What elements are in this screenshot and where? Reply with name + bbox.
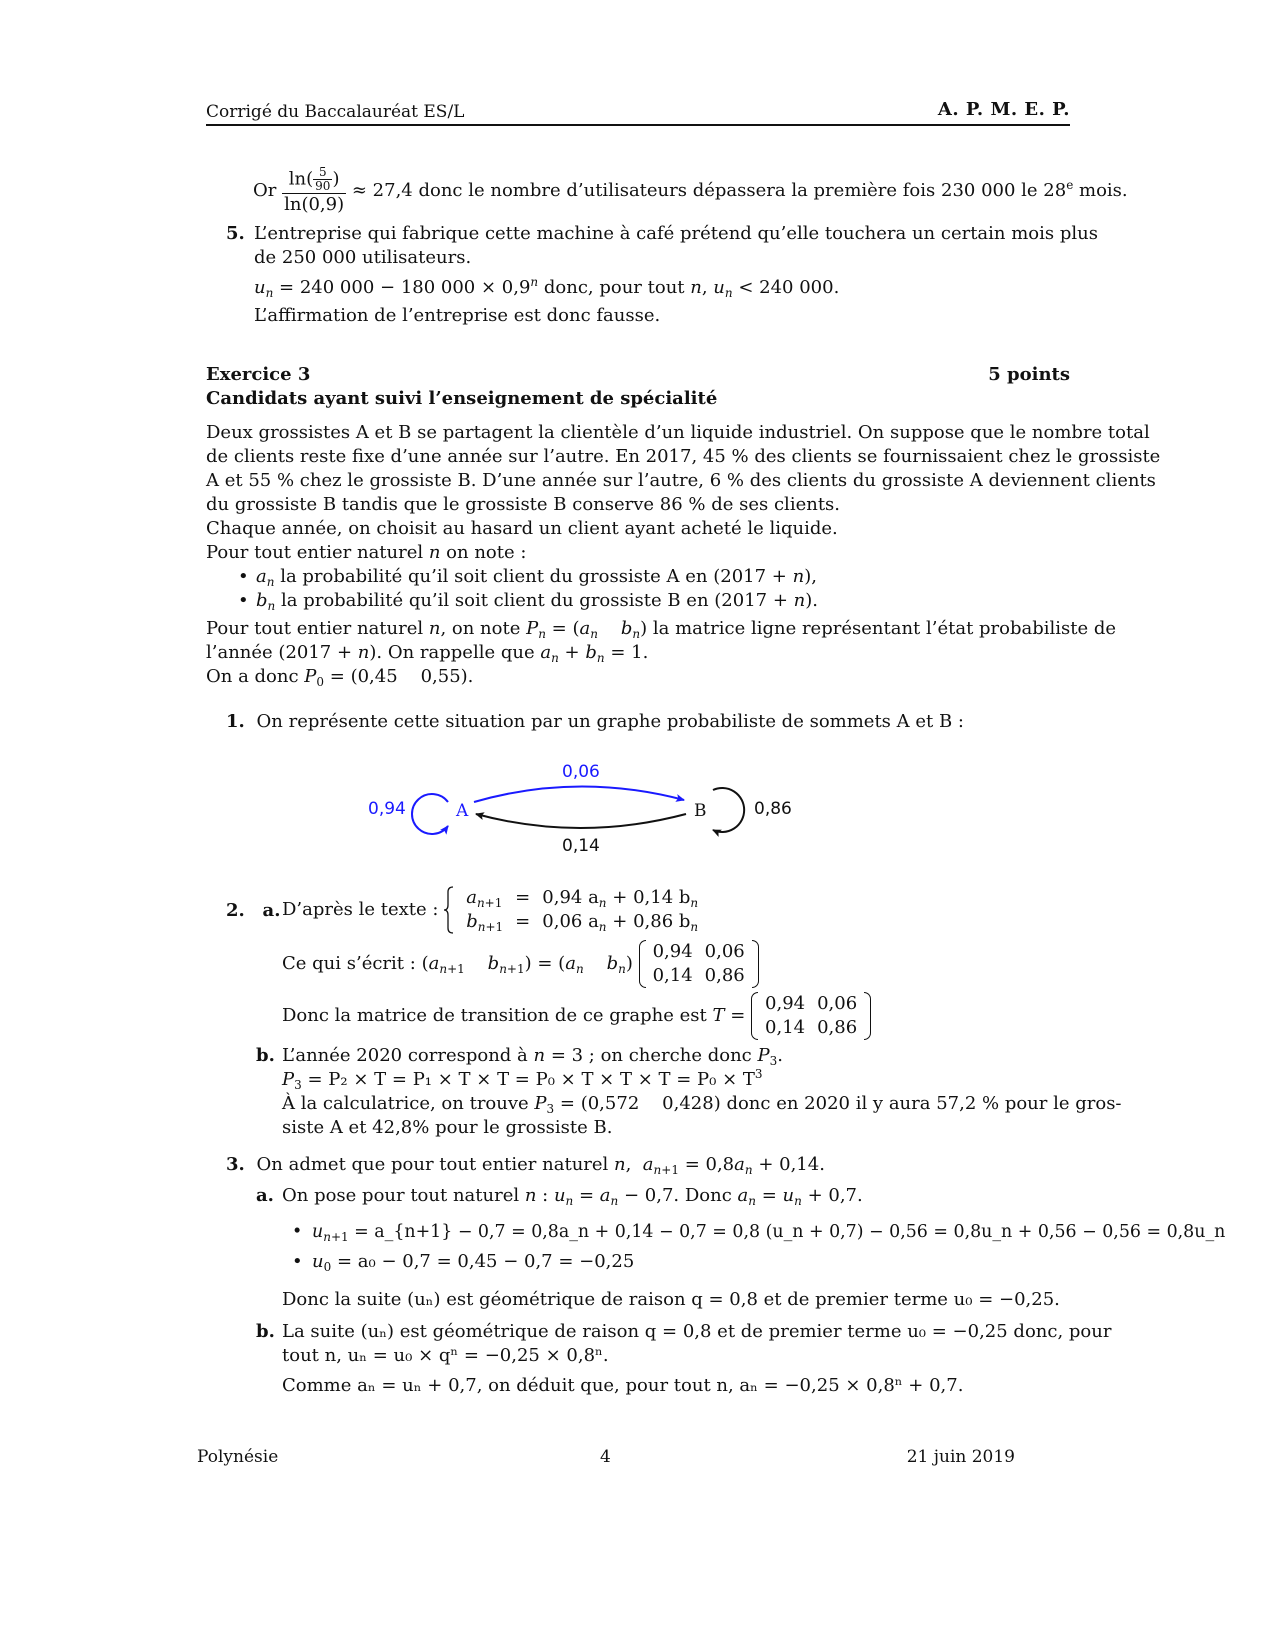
q3b-line-1: La suite (uₙ) est géométrique de raison q = 0,8 et de premier terme u₀ = −0,25 donc, pour (282, 1321, 1112, 1342)
intro-line: A et 55 % chez le grossiste B. D’une année sur l’autre, 6 % des clients du grossiste A deviennent clients (206, 470, 1156, 491)
q5-line-1: L’entreprise qui fabrique cette machine à café prétend qu’elle touchera un certain mois plus (254, 223, 1098, 244)
q5-line-2: de 250 000 utilisateurs. (254, 247, 472, 268)
q1-block (226, 710, 964, 734)
footer-date: 21 juin 2019 (906, 1447, 1015, 1467)
intro-pour-tout: Pour tout entier naturel n on note : (206, 542, 527, 563)
edge-ba-label: 0,14 (562, 836, 600, 856)
q3a-bullet-2: • $u_0 = a_0 - 0,7 = 0,45 - 0,7 = -0,25$ (292, 1251, 635, 1274)
p0-line: On a donc $P_0 = (0,45$ 0,55). (206, 666, 474, 689)
edge-ab-arrow (474, 786, 684, 802)
q2b-line-1: L’année 2020 correspond à n = 3 ; on cherche donc $P_3$. (282, 1045, 783, 1068)
left-brace (444, 886, 454, 934)
q3b-line-2: tout n, uₙ = u₀ × qⁿ = −0,25 × 0,8ⁿ. (282, 1345, 609, 1366)
q5-block (226, 222, 1098, 328)
q2b-block: b. L’année 2020 correspond à n = 3 ; on cherche donc $P_3$. $P_3 = P_2 \times T = P_1 \times T \times T = P_0 \times T \times T \times T = P_0 \times T^3$ À la calculatrice, on trouve $P_3 = (0,572$ 0,428) donc en 2020 il y aura 57,2 % pour le gros- siste A et 42,8% pour le grossiste B. (256, 1045, 1122, 1138)
intro-line: du grossiste B tandis que le grossiste B conserve 86 % de ses clients. (206, 494, 841, 515)
exercise-title: Exercice 3 (206, 364, 311, 385)
pn-definition: Pour tout entier naturel n, on note $P_n = (a_n$ $b_n$) la matrice ligne représentant l’état probabiliste de (206, 618, 1117, 641)
q4-conclusion: Or ln( $\frac{5}{90}$ ) ln(0,9) ≈ 27,4 donc le nombre d’utilisateurs dépassera la première fois 230 000 le 28e mois. (253, 165, 1128, 215)
q3b-block: b. La suite (uₙ) est géométrique de raison q = 0,8 et de premier terme u₀ = −0,25 donc, pour tout n, uₙ = u₀ × qⁿ = −0,25 × 0,8ⁿ. Comme aₙ = uₙ + 0,7, on déduit que, pour tout n, aₙ = −0,25 × 0,8ⁿ + 0,7. (256, 1321, 1112, 1396)
bullet-dot: • (292, 1222, 303, 1242)
q1-text: On représente cette situation par un graphe probabiliste de sommets A et B : (256, 711, 964, 732)
bullet-bn: • $b_n$ la probabilité qu’il soit client du grossiste B en (2017 + n). (238, 590, 818, 613)
q1-number: 1. (226, 711, 245, 732)
q2a-matrix-form: Ce qui s’écrit : ($a_{n+1}$ $b_{n+1}) = (a_n$ $b_n$) 0,94 0,06 0,14 0,86 (282, 940, 759, 988)
q5-line-4: L’affirmation de l’entreprise est donc fausse. (254, 305, 661, 326)
recurrence-system: $a_{n+1}$ = 0,94 $a_n + 0,14$ $b_n$ $b_{n+1}$ = 0,06 $a_n + 0,86$ $b_n$ (444, 886, 704, 934)
q2a-system: D’après le texte : $a_{n+1}$ = 0,94 $a_n + 0,14$ $b_n$ $b_{n+1}$ = 0,06 $a_n + 0,86$ $b_n$ (282, 886, 704, 934)
q3a-conclusion: Donc la suite (uₙ) est géométrique de raison q = 0,8 et de premier terme u₀ = −0,25. (282, 1289, 1060, 1310)
exercise-intro (206, 421, 1161, 689)
loop-b-arrow (713, 788, 744, 832)
loop-a-arrow (412, 794, 448, 834)
edge-ab-label: 0,06 (562, 762, 600, 782)
q3a-bullet-1: • $u_{n+1}$ = a_{n+1} − 0,7 = 0,8a_n + 0,14 − 0,7 = 0,8 (u_n + 0,7) − 0,56 = 0,8u_n + 0,56 − 0,56 = 0,8u_n (292, 1222, 1226, 1244)
footer-left: Polynésie (197, 1447, 279, 1467)
intro-line: Deux grossistes A et B se partagent la clientèle d’un liquide industriel. On suppose que le nombre total (206, 422, 1150, 443)
bullet-dot: • (238, 566, 249, 587)
running-header-org: A. P. M. E. P. (937, 99, 1070, 120)
q3-block: 3. On admet que pour tout entier naturel n, $a_{n+1} = 0,8a_n + 0,14$. (226, 1154, 825, 1177)
q5-line-3: $u_n = 240$ 000 − 180 $000 \times 0,9^n$ donc, pour tout n, $u_n < 240$ 000. (254, 275, 840, 300)
node-a-label: A (456, 801, 469, 821)
q2-number: 2. a. (226, 900, 281, 921)
exercise-subtitle: Candidats ayant suivi l’enseignement de spécialité (206, 388, 718, 409)
q2b-line-3: À la calculatrice, on trouve $P_3 = (0,572$ 0,428) donc en 2020 il y aura 57,2 % pour le gros- (282, 1093, 1122, 1116)
node-b-label: B (694, 801, 707, 821)
bullet-an: • $a_n$ la probabilité qu’il soit client du grossiste A en (2017 + n), (238, 566, 817, 589)
q5-number: 5. (226, 223, 245, 244)
exercise-points: 5 points (988, 364, 1070, 385)
q4-fraction: ln( $\frac{5}{90}$ ) ln(0,9) (284, 165, 345, 215)
page-number: 4 (600, 1447, 611, 1467)
q3a-block: a. On pose pour tout naturel n : $u_n = a_n - 0,7$. Donc $a_n = u_n + 0,7$. • $u_{n+1}$ = a_{n+1} − 0,7 = 0,8a_n + 0,14 − 0,7 = 0,8 (u_n + 0,7) − 0,56 = 0,8u_n + 0,56 − 0,56 = 0,8u_n • $u_0 = a_0 - 0,7 = 0,45 - 0,7 = -0,25$ Donc la suite (uₙ) est géométrique de raison q = 0,8 et de premier terme u₀ = −0,25. (256, 1185, 1226, 1310)
pn-definition-2: l’année (2017 + n). On rappelle que $a_n + b_n = 1$. (206, 642, 649, 665)
q3b-line-3: Comme aₙ = uₙ + 0,7, on déduit que, pour tout n, aₙ = −0,25 × 0,8ⁿ + 0,7. (282, 1375, 964, 1396)
bullet-dot: • (238, 590, 249, 611)
transition-matrix-1: 0,94 0,06 0,14 0,86 (639, 940, 759, 988)
q2a-transition: Donc la matrice de transition de ce graphe est T = 0,94 0,06 0,14 0,86 (282, 992, 871, 1040)
bullet-dot: • (292, 1251, 303, 1272)
probabilistic-graph (350, 750, 810, 860)
edge-ba-arrow (476, 814, 686, 828)
intro-line: Chaque année, on choisit au hasard un client ayant acheté le liquide. (206, 518, 838, 539)
q3a-line-1: On pose pour tout naturel n : $u_n = a_n - 0,7$. Donc $a_n = u_n + 0,7$. (282, 1185, 863, 1208)
intro-line: de clients reste fixe d’une année sur l’autre. En 2017, 45 % des clients se fournissaient chez le grossiste (206, 446, 1161, 467)
loop-b-label: 0,86 (754, 799, 792, 819)
loop-a-label: 0,94 (368, 799, 406, 819)
header-rule (206, 124, 1070, 126)
transition-matrix-2: 0,94 0,06 0,14 0,86 (751, 992, 871, 1040)
q2b-line-2: $P_3 = P_2 \times T = P_1 \times T \times T = P_0 \times T \times T \times T = P_0 \times T^3$ (282, 1067, 763, 1092)
q2b-line-4: siste A et 42,8% pour le grossiste B. (282, 1117, 613, 1138)
running-header-title: Corrigé du Baccalauréat ES/L (206, 102, 465, 122)
